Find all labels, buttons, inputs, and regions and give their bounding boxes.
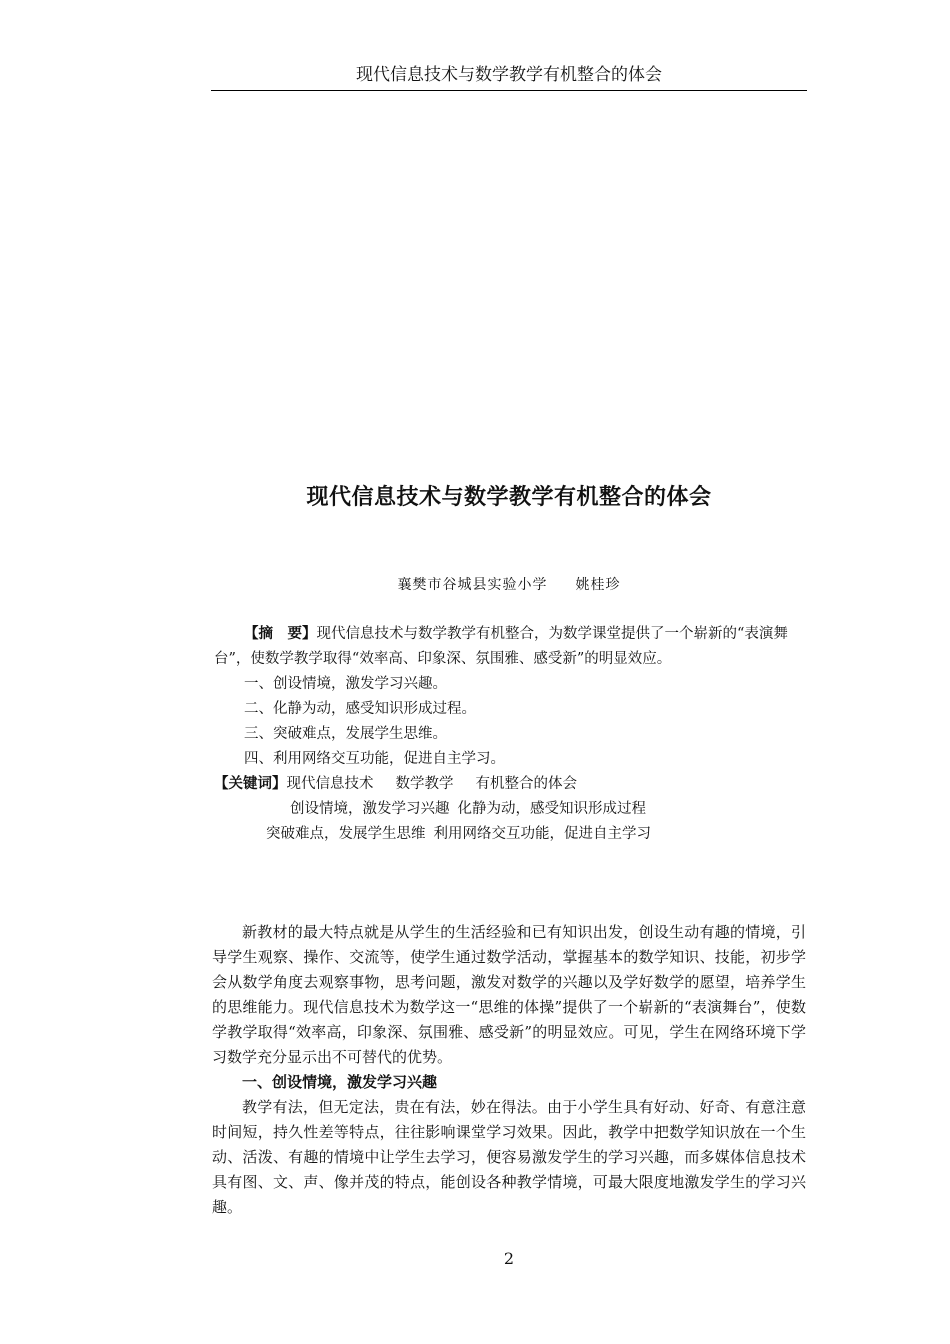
keywords-label: 【关键词】 (214, 776, 287, 792)
author-line (211, 572, 807, 598)
section-heading: 一、创设情境，激发学习兴趣 (242, 1073, 438, 1091)
keywords-line (214, 772, 806, 797)
document-title: 现代信息技术与数学教学有机整合的体会 (306, 485, 712, 510)
body-text (212, 920, 806, 1220)
keywords-line (214, 822, 806, 847)
keyword: 突破难点，发展学生思维 (266, 826, 426, 842)
keyword: 有机整合的体会 (475, 776, 577, 792)
abstract-label: 【摘 要】 (244, 626, 317, 642)
abstract-point: 三、突破难点，发展学生思维。 (244, 726, 447, 742)
running-header: 现代信息技术与数学教学有机整合的体会 (211, 62, 807, 91)
keyword: 化静为动，感受知识形成过程 (457, 801, 646, 817)
intro-paragraph: 新教材的最大特点就是从学生的生活经验和已有知识出发，创设生动有趣的情境，引导学生观察、操作、交流等，使学生通过数学活动，掌握基本的数学知识、技能，初步学会从数学角度去观察事物，思考问题，激发对数学的兴趣以及学好数学的愿望，培养学生的思维能力。现代信息技术为数学这一“思维的体操”提供了一个崭新的“表演舞台”，使数学教学取得“效率高，印象深、氛围雅、感受新”的明显效应。可见，学生在网络环境下学习数学充分显示出不可替代的优势。 (212, 923, 806, 1066)
abstract-point: 一、创设情境，激发学习兴趣。 (244, 676, 447, 692)
keyword: 利用网络交互功能，促进自主学习 (433, 826, 651, 842)
author-affiliation: 襄樊市谷城县实验小学 (397, 577, 548, 593)
section-paragraph: 教学有法，但无定法，贵在有法，妙在得法。由于小学生具有好动、好奇、有意注意时间短，持久性差等特点，往往影响课堂学习效果。因此，教学中把数学知识放在一个生动、活泼、有趣的情境中让学生去学习，便容易激发学生的学习兴趣，而多媒体信息技术具有图、文、声、像并茂的特点，能创设各种教学情境，可最大限度地激发学生的学习兴趣。 (212, 1098, 806, 1216)
keyword: 创设情境，激发学习兴趣 (290, 801, 450, 817)
keyword: 数学教学 (395, 776, 454, 792)
abstract-point: 四、利用网络交互功能，促进自主学习。 (244, 751, 505, 767)
abstract-text: 现代信息技术与数学教学有机整合，为数学课堂提供了一个崭新的“表演舞台”，使数学教学取得“效率高、印象深、氛围雅、感受新”的明显效应。 (214, 626, 788, 667)
keywords-line (214, 797, 806, 822)
keyword: 现代信息技术 (286, 776, 374, 792)
page-number: 2 (503, 1249, 515, 1268)
abstract-block (214, 622, 806, 847)
author-name: 姚桂珍 (575, 577, 621, 593)
abstract-point: 二、化静为动，感受知识形成过程。 (244, 701, 476, 717)
abstract-paragraph (214, 622, 806, 672)
